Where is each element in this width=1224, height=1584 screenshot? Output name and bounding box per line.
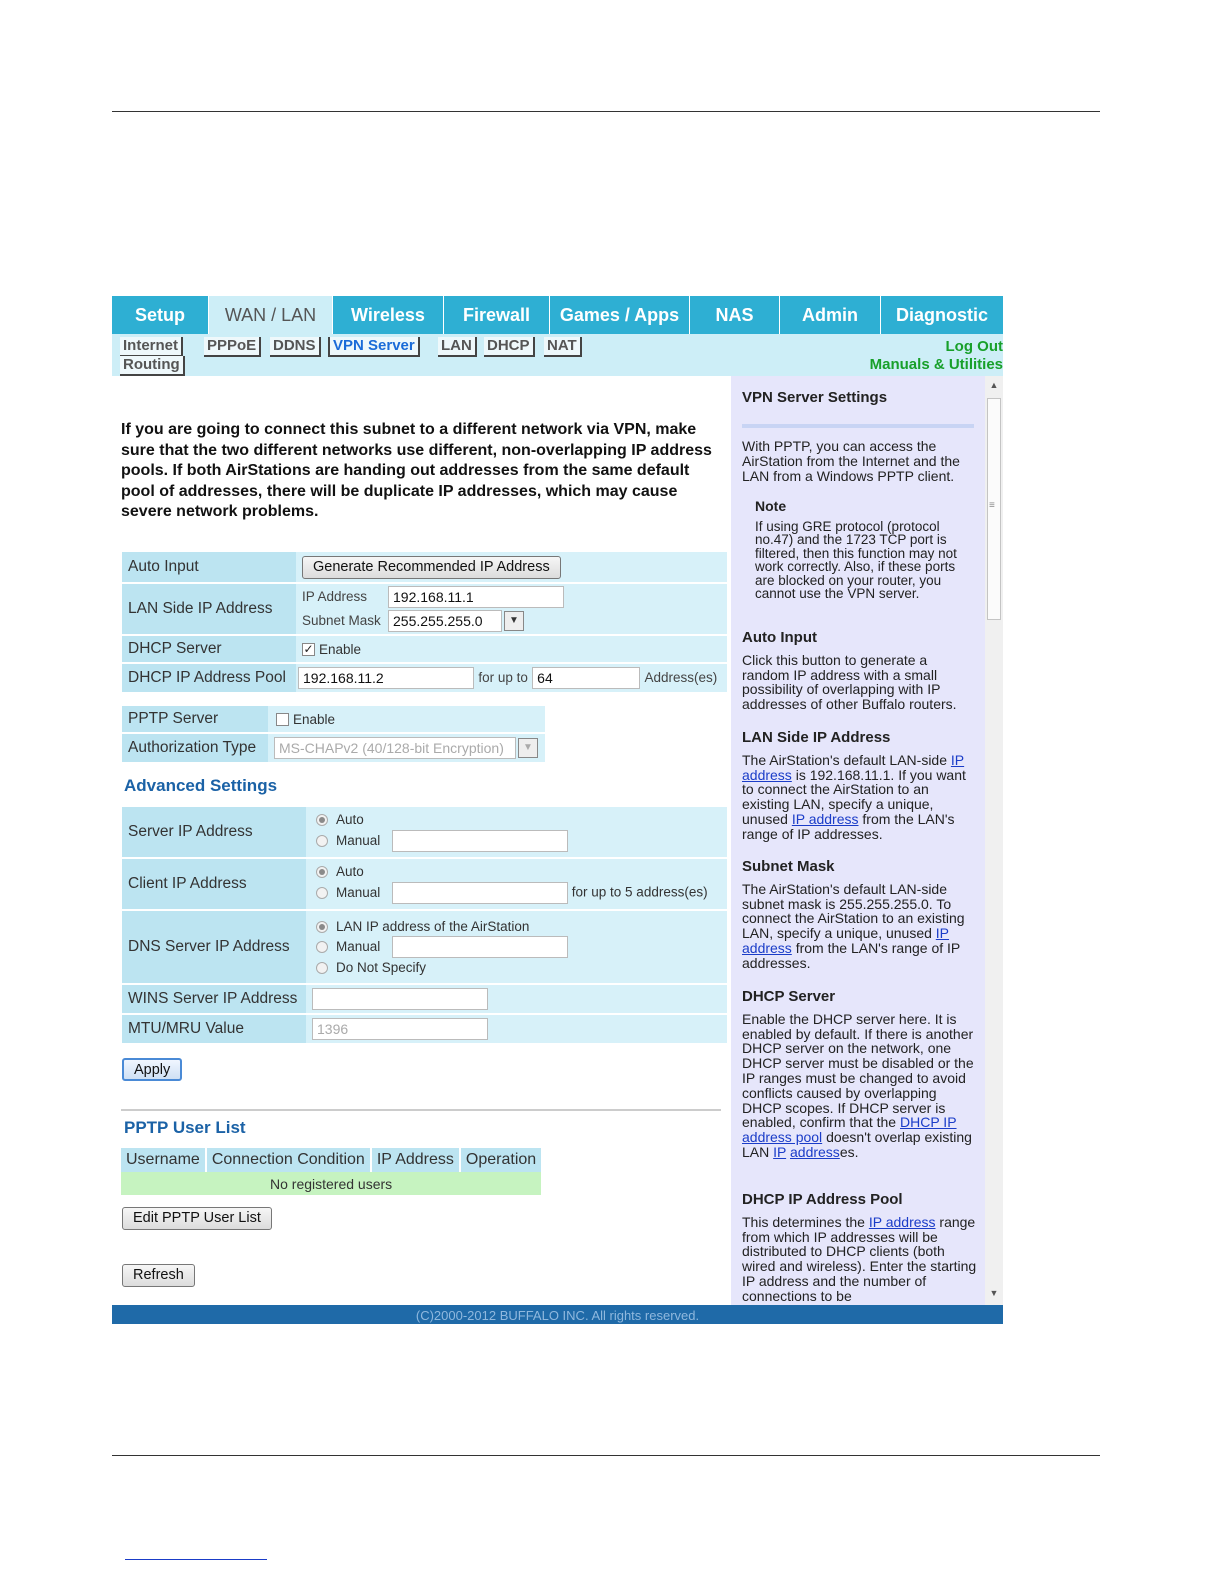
help-lan-title: LAN Side IP Address xyxy=(742,729,891,746)
help-address-link[interactable]: address xyxy=(790,1143,840,1160)
pptp-table xyxy=(122,704,545,764)
tab-admin[interactable]: Admin xyxy=(780,296,881,334)
client-ip-auto-radio[interactable] xyxy=(316,866,328,878)
lan-side-ip-label: LAN Side IP Address xyxy=(122,584,296,634)
server-ip-label: Server IP Address xyxy=(122,807,306,857)
apply-button[interactable]: Apply xyxy=(122,1058,182,1081)
column-header-username: Username xyxy=(121,1148,207,1172)
server-ip-auto-radio[interactable] xyxy=(316,814,328,826)
pptp-user-table xyxy=(121,1148,541,1195)
tab-nas[interactable]: NAS xyxy=(690,296,780,334)
subnav-nat[interactable]: NAT xyxy=(544,337,582,357)
tab-games-apps[interactable]: Games / Apps xyxy=(550,296,690,334)
dhcp-pool-count-input[interactable]: 64 xyxy=(532,667,640,689)
subnav-lan[interactable]: LAN xyxy=(438,337,477,357)
auto-input-label: Auto Input xyxy=(122,552,296,582)
client-ip-input[interactable] xyxy=(392,882,568,904)
ip-address-input[interactable]: 192.168.11.1 xyxy=(388,586,564,608)
scroll-down-icon[interactable]: ▼ xyxy=(989,1288,999,1298)
main-nav xyxy=(112,296,1003,334)
page-bottom-rule xyxy=(112,1455,1100,1456)
help-lan-text: The AirStation's default LAN-side IP address is 192.168.11.1. If you want to connect the AirStation to an existing LAN, specify a unique, unused IP address from the LAN's range of IP addresses. xyxy=(742,751,966,842)
addresses-suffix: Address(es) xyxy=(644,670,718,686)
dns-manual-radio[interactable] xyxy=(316,941,328,953)
auth-type-select[interactable]: MS-CHAPv2 (40/128-bit Encryption) xyxy=(274,737,516,759)
copyright-footer: (C)2000-2012 BUFFALO INC. All rights reserved. xyxy=(112,1305,1003,1324)
help-dhcp-text: Enable the DHCP server here. It is enabled by default. If there is another DHCP server on the network, one DHCP server must be disabled or the IP ranges must be changed to avoid conflicts caused by overlapping DHCP scopes. If DHCP server is enabled, confirm that the DHCP IP address pool doesn't overlap existing LAN IP addresses. xyxy=(742,1010,974,1160)
dns-none-label: Do Not Specify xyxy=(336,960,427,975)
tab-firewall[interactable]: Firewall xyxy=(444,296,550,334)
pptp-user-list-title: PPTP User List xyxy=(124,1118,246,1137)
help-pool-title: DHCP IP Address Pool xyxy=(742,1191,903,1208)
dns-manual-label: Manual xyxy=(336,938,381,954)
vpn-warning-text: If you are going to connect this subnet to a different network via VPN, make sure that the two different networks use different, non-overlapping IP address pools. If both AirStations are handing out addresses from the same default pool of addresses, there will be duplicate IP addresses, which may cause severe network problems. xyxy=(121,421,712,520)
advanced-settings-title: Advanced Settings xyxy=(124,776,278,795)
help-note-title: Note xyxy=(755,498,787,514)
advanced-settings-table xyxy=(122,805,727,1045)
help-subnet-title: Subnet Mask xyxy=(742,858,835,875)
server-ip-input[interactable] xyxy=(392,830,568,852)
wins-server-label: WINS Server IP Address xyxy=(122,985,306,1013)
footnote-link-line xyxy=(125,1559,267,1560)
wins-server-input[interactable] xyxy=(312,988,488,1010)
help-pool-text: This determines the IP address range from which IP addresses will be distributed to DHCP clients (both wired and wireless). Enter the starting IP address and the number of connections to be xyxy=(742,1213,977,1304)
tab-wireless[interactable]: Wireless xyxy=(333,296,444,334)
auth-type-label: Authorization Type xyxy=(122,734,268,762)
ip-address-label: IP Address xyxy=(302,589,368,605)
server-ip-manual-label: Manual xyxy=(336,832,381,848)
dhcp-enable-checkbox[interactable]: ✓ xyxy=(303,642,314,657)
help-ip-address-link[interactable]: IP address xyxy=(868,1213,936,1230)
logout-link[interactable]: Log Out xyxy=(945,338,1003,355)
client-ip-suffix: for up to 5 address(es) xyxy=(571,884,708,900)
chevron-down-icon[interactable]: ▼ xyxy=(518,738,538,758)
tab-wan-lan[interactable]: WAN / LAN xyxy=(209,296,333,334)
refresh-button[interactable]: Refresh xyxy=(122,1264,195,1287)
help-panel xyxy=(731,376,985,1305)
column-header-operation: Operation xyxy=(461,1148,541,1172)
scroll-up-icon[interactable]: ▲ xyxy=(989,380,999,390)
subnet-mask-select[interactable]: 255.255.255.0 xyxy=(388,610,502,632)
server-ip-auto-label: Auto xyxy=(336,812,364,827)
router-admin-screenshot xyxy=(112,296,1003,1324)
help-ip-link[interactable]: IP xyxy=(773,1143,787,1160)
help-ip-address-link[interactable]: IP address xyxy=(791,810,859,827)
dhcp-server-label: DHCP Server xyxy=(122,636,296,662)
generate-ip-button[interactable]: Generate Recommended IP Address xyxy=(302,556,561,579)
lan-settings-table xyxy=(122,550,727,694)
client-ip-manual-radio[interactable] xyxy=(316,887,328,899)
help-note-text: If using GRE protocol (protocol no.47) and the 1723 TCP port is filtered, then this function may not work correctly. Also, if these ports are blocked on your router, you cannot use the VPN server. xyxy=(755,518,957,602)
client-ip-label: Client IP Address xyxy=(122,859,306,909)
mtu-label: MTU/MRU Value xyxy=(122,1015,306,1043)
server-ip-manual-radio[interactable] xyxy=(316,835,328,847)
subnav-internet[interactable]: Internet xyxy=(120,337,183,357)
help-intro: With PPTP, you can access the AirStation from the Internet and the LAN from a Windows PPTP client. xyxy=(742,438,960,484)
help-title: VPN Server Settings xyxy=(742,389,888,406)
sub-nav xyxy=(112,334,1003,376)
pptp-enable-checkbox[interactable] xyxy=(276,713,289,726)
help-ip-address-link[interactable]: IP address xyxy=(742,751,965,783)
subnav-ddns[interactable]: DDNS xyxy=(270,337,321,357)
help-scrollbar[interactable] xyxy=(985,376,1003,1305)
tab-setup[interactable]: Setup xyxy=(112,296,209,334)
help-auto-text: Click this button to generate a random IP address with a small possibility of overlapping with IP addresses of other Buffalo routers. xyxy=(742,651,957,713)
subnav-vpn-server[interactable]: VPN Server xyxy=(328,337,420,357)
client-ip-auto-label: Auto xyxy=(336,864,364,879)
manuals-utilities-link[interactable]: Manuals & Utilities xyxy=(869,356,1003,373)
dns-lan-ip-radio[interactable] xyxy=(316,921,328,933)
empty-users-row: No registered users xyxy=(121,1172,541,1195)
dns-none-radio[interactable] xyxy=(316,962,328,974)
dns-lan-ip-label: LAN IP address of the AirStation xyxy=(336,919,530,934)
tab-diagnostic[interactable]: Diagnostic xyxy=(895,305,988,325)
client-ip-manual-label: Manual xyxy=(336,884,381,900)
help-dhcp-pool-link[interactable]: DHCP IP address pool xyxy=(742,1114,957,1146)
column-header-ip-address: IP Address xyxy=(372,1148,461,1172)
column-header-connection: Connection Condition xyxy=(207,1148,372,1172)
edit-pptp-user-list-button[interactable]: Edit PPTP User List xyxy=(122,1207,272,1230)
subnav-pppoe[interactable]: PPPoE xyxy=(204,337,261,357)
pptp-server-label: PPTP Server xyxy=(122,706,268,732)
pptp-enable-label: Enable xyxy=(293,711,336,727)
help-subnet-text: The AirStation's default LAN-side subnet mask is 255.255.255.0. To connect the AirStation to an existing LAN, specify a unique, unused IP address from the LAN's range of IP addresses. xyxy=(742,880,965,971)
for-up-to-label: for up to xyxy=(478,670,528,686)
help-auto-title: Auto Input xyxy=(742,629,817,646)
help-title-bar xyxy=(742,424,974,428)
dns-server-label: DNS Server IP Address xyxy=(122,911,306,983)
help-ip-address-link[interactable]: IP address xyxy=(742,925,950,956)
dns-server-input[interactable] xyxy=(392,936,568,958)
dhcp-enable-label: Enable xyxy=(319,641,362,657)
mtu-input[interactable]: 1396 xyxy=(312,1018,488,1040)
subnet-mask-label: Subnet Mask xyxy=(302,613,381,629)
grip-icon: ≡ xyxy=(989,500,995,511)
chevron-down-icon[interactable]: ▼ xyxy=(504,611,524,631)
dhcp-pool-label: DHCP IP Address Pool xyxy=(122,664,296,692)
section-divider xyxy=(121,1109,721,1111)
page-top-rule xyxy=(112,111,1100,112)
help-dhcp-title: DHCP Server xyxy=(742,988,836,1005)
subnav-dhcp[interactable]: DHCP xyxy=(484,337,535,357)
dhcp-pool-start-input[interactable]: 192.168.11.2 xyxy=(298,667,474,689)
subnav-routing[interactable]: Routing xyxy=(120,356,185,376)
